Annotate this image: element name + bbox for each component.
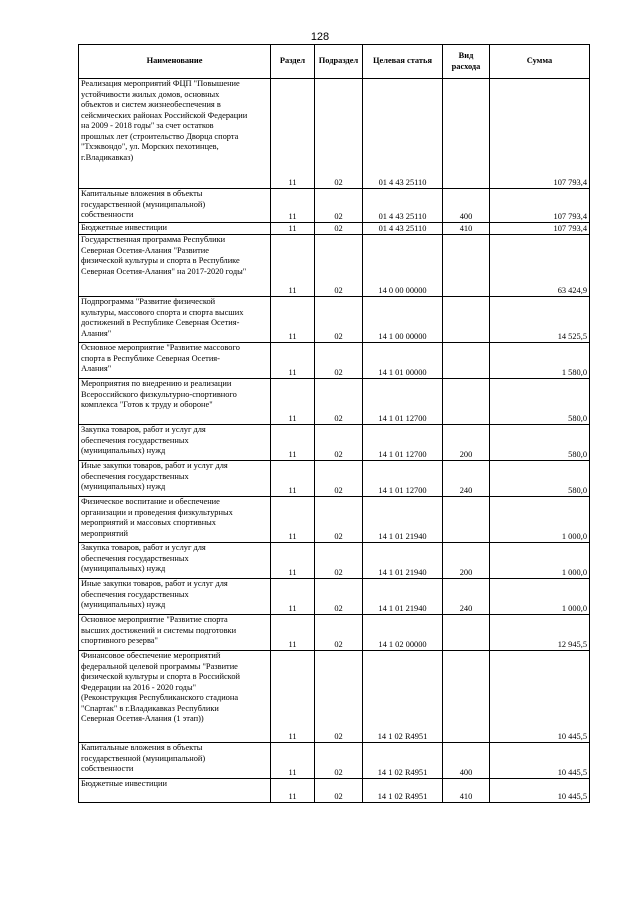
row-subsection: 02 [315,235,363,297]
header-section: Раздел [271,45,315,79]
header-name: Наименование [79,45,271,79]
row-subsection: 02 [315,379,363,425]
row-name: Капитальные вложения в объекты государственной (муниципальной) собственности [79,189,271,223]
table-row [79,379,590,425]
row-name: Физическое воспитание и обеспечение организации и проведения физкультурных мероприятий и массовых спортивных мероприятий [79,497,271,543]
row-name: Бюджетные инвестиции [79,779,271,803]
row-type [443,379,490,425]
row-sum: 1 000,0 [490,543,590,579]
row-section: 11 [271,543,315,579]
header-subsection: Подраздел [315,45,363,79]
row-section: 11 [271,297,315,343]
row-section: 11 [271,235,315,297]
row-target: 14 1 01 12700 [363,379,443,425]
row-type: 410 [443,223,490,235]
header-target: Целевая статья [363,45,443,79]
row-type [443,615,490,651]
table-row [79,779,590,803]
row-subsection: 02 [315,779,363,803]
row-target: 14 1 02 00000 [363,615,443,651]
row-name: Основное мероприятие "Развитие массового спорта в Республике Северная Осетия- Алания" [79,343,271,379]
header-sum: Сумма [490,45,590,79]
row-type [443,235,490,297]
row-section: 11 [271,651,315,743]
row-name: Подпрограмма "Развитие физической культуры, массового спорта и спорта высших достижений в Республике Северная Осетия- Алания" [79,297,271,343]
table-row [79,615,590,651]
row-target: 14 1 01 21940 [363,543,443,579]
table-row [79,579,590,615]
row-name: Реализация мероприятий ФЦП "Повышение устойчивости жилых домов, основных объектов и систем жизнеобеспечения в сейсмических районах Российской Федерации на 2009 - 2018 годы" за счет остатков прошлых лет (строительство Дворца спорта "Тхэквондо", ул. Морских пехотинцев, г.Владикавказ) [79,79,271,189]
budget-table [78,44,590,803]
row-type [443,343,490,379]
table-row [79,343,590,379]
row-type: 400 [443,743,490,779]
row-subsection: 02 [315,615,363,651]
row-subsection: 02 [315,579,363,615]
row-type: 400 [443,189,490,223]
row-target: 14 1 02 R4951 [363,743,443,779]
table-row [79,743,590,779]
header-type: Вид расхода [443,45,490,79]
row-subsection: 02 [315,743,363,779]
row-sum: 580,0 [490,461,590,497]
table-row [79,461,590,497]
table-row [79,543,590,579]
row-sum: 580,0 [490,425,590,461]
row-sum: 107 793,4 [490,223,590,235]
row-name: Государственная программа Республики Северная Осетия-Алания "Развитие физической культуры и спорта в Республике Северная Осетия-Алания" на 2017-2020 годы" [79,235,271,297]
row-section: 11 [271,461,315,497]
row-name: Иные закупки товаров, работ и услуг для обеспечения государственных (муниципальных) нужд [79,579,271,615]
row-target: 14 1 01 12700 [363,425,443,461]
page-number: 128 [310,31,330,43]
row-name: Бюджетные инвестиции [79,223,271,235]
table-row [79,189,590,223]
row-section: 11 [271,189,315,223]
row-section: 11 [271,497,315,543]
row-subsection: 02 [315,461,363,497]
row-subsection: 02 [315,189,363,223]
row-subsection: 02 [315,497,363,543]
row-target: 01 4 43 25110 [363,189,443,223]
row-sum: 10 445,5 [490,779,590,803]
row-sum: 10 445,5 [490,743,590,779]
table-row [79,297,590,343]
table-row [79,651,590,743]
row-target: 14 1 02 R4951 [363,651,443,743]
row-name: Иные закупки товаров, работ и услуг для обеспечения государственных (муниципальных) нужд [79,461,271,497]
row-sum: 107 793,4 [490,189,590,223]
table-row [79,497,590,543]
row-target: 14 1 01 21940 [363,497,443,543]
row-subsection: 02 [315,223,363,235]
row-section: 11 [271,779,315,803]
table-header-row [79,45,590,79]
row-target: 01 4 43 25110 [363,223,443,235]
row-type [443,79,490,189]
row-name: Закупка товаров, работ и услуг для обеспечения государственных (муниципальных) нужд [79,543,271,579]
row-sum: 1 000,0 [490,497,590,543]
row-type [443,497,490,543]
table-row [79,235,590,297]
row-section: 11 [271,615,315,651]
row-section: 11 [271,379,315,425]
row-target: 01 4 43 25110 [363,79,443,189]
row-type: 240 [443,461,490,497]
row-target: 14 0 00 00000 [363,235,443,297]
row-target: 14 1 00 00000 [363,297,443,343]
row-subsection: 02 [315,425,363,461]
row-section: 11 [271,743,315,779]
row-section: 11 [271,425,315,461]
row-target: 14 1 01 21940 [363,579,443,615]
row-sum: 107 793,4 [490,79,590,189]
row-type [443,297,490,343]
row-subsection: 02 [315,543,363,579]
table-row [79,223,590,235]
row-section: 11 [271,79,315,189]
row-type: 410 [443,779,490,803]
row-name: Финансовое обеспечение мероприятий федеральной целевой программы "Развитие физической культуры и спорта в Российской Федерации на 2016 - 2020 годы" (Реконструкция Республиканского стадиона "Спартак" в г.Владикавказ Республики Северная Осетия-Алания (1 этап)) [79,651,271,743]
row-sum: 12 945,5 [490,615,590,651]
row-section: 11 [271,343,315,379]
row-type [443,651,490,743]
row-sum: 1 580,0 [490,343,590,379]
row-type: 200 [443,425,490,461]
row-type: 200 [443,543,490,579]
row-sum: 63 424,9 [490,235,590,297]
row-sum: 14 525,5 [490,297,590,343]
table-row [79,79,590,189]
row-subsection: 02 [315,79,363,189]
row-subsection: 02 [315,651,363,743]
row-name: Основное мероприятие "Развитие спорта высших достижений и системы подготовки спортивного резерва" [79,615,271,651]
row-target: 14 1 02 R4951 [363,779,443,803]
row-target: 14 1 01 12700 [363,461,443,497]
row-name: Закупка товаров, работ и услуг для обеспечения государственных (муниципальных) нужд [79,425,271,461]
row-type: 240 [443,579,490,615]
row-sum: 1 000,0 [490,579,590,615]
row-name: Капитальные вложения в объекты государственной (муниципальной) собственности [79,743,271,779]
row-sum: 580,0 [490,379,590,425]
row-section: 11 [271,579,315,615]
row-section: 11 [271,223,315,235]
row-target: 14 1 01 00000 [363,343,443,379]
table-row [79,425,590,461]
row-subsection: 02 [315,297,363,343]
row-subsection: 02 [315,343,363,379]
row-sum: 10 445,5 [490,651,590,743]
row-name: Мероприятия по внедрению и реализации Всероссийского физкультурно-спортивного комплекса "Готов к труду и обороне" [79,379,271,425]
